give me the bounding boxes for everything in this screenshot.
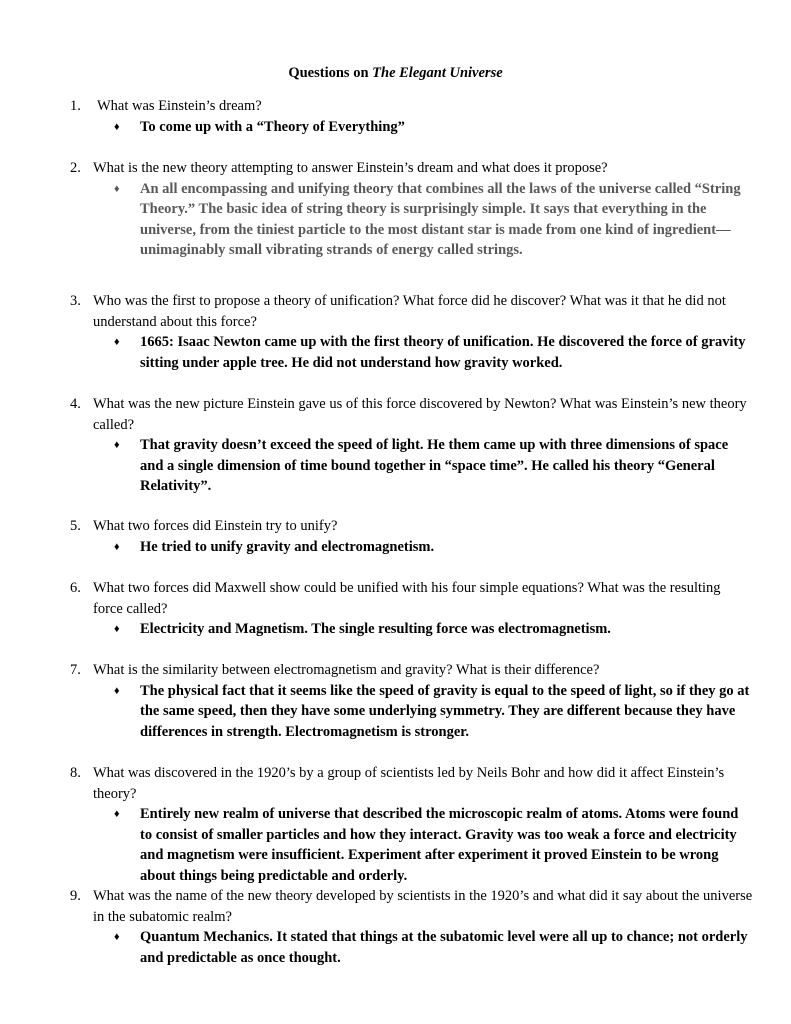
question-number: 2. bbox=[70, 160, 81, 176]
question-number: 5. bbox=[70, 518, 81, 534]
answer-text: He tried to unify gravity and electromagnetism. bbox=[140, 538, 435, 555]
question-item bbox=[0, 516, 791, 557]
diamond-bullet-icon: ♦ bbox=[114, 439, 120, 451]
question-text: What is the new theory attempting to answer Einstein’s dream and what does it propose? bbox=[93, 160, 608, 176]
answer-text: Quantum Mechanics. It stated that things at the subatomic level were all up to chance; not orderly and predictable as once thought. bbox=[140, 929, 748, 966]
answer-text: Electricity and Magnetism. The single resulting force was electromagnetism. bbox=[140, 621, 611, 637]
diamond-bullet-icon: ♦ bbox=[114, 540, 120, 553]
answer-text: An all encompassing and unifying theory that combines all the laws of the universe called “String Theory.” The basic idea of string theory is surprisingly simple. It says that everything in the universe, from the tiniest particle to the most distant star is made from one kind of ingredient—unimaginably small vibrating strands of energy called strings. bbox=[140, 180, 741, 258]
question-number: 1. bbox=[70, 98, 81, 114]
title-book: The Elegant Universe bbox=[372, 65, 503, 81]
question-text: What was discovered in the 1920’s by a group of scientists led by Neils Bohr and how did it affect Einstein’s theory? bbox=[93, 765, 725, 802]
question-number: 8. bbox=[70, 765, 81, 781]
answer-text: To come up with a “Theory of Everything” bbox=[140, 118, 405, 135]
diamond-bullet-icon: ♦ bbox=[114, 808, 120, 820]
question-number: 7. bbox=[70, 662, 81, 678]
diamond-bullet-icon: ♦ bbox=[114, 120, 120, 133]
answer-text: That gravity doesn’t exceed the speed of light. He them came up with three dimensions of space and a single dimension of time bound together in “space time”. He called his theory “General Relativity”. bbox=[140, 437, 729, 494]
answer-text: 1665: Isaac Newton came up with the first theory of unification. He discovered the force of gravity sitting under apple tree. He did not understand how gravity worked. bbox=[140, 334, 746, 371]
question-text: What was the name of the new theory developed by scientists in the 1920’s and what did it say about the universe in the subatomic realm? bbox=[93, 888, 753, 925]
title-prefix: Questions on bbox=[288, 65, 373, 81]
diamond-bullet-icon: ♦ bbox=[114, 684, 120, 697]
question-number: 3. bbox=[70, 293, 81, 309]
question-text: What is the similarity between electromagnetism and gravity? What is their difference? bbox=[93, 662, 600, 678]
question-item bbox=[0, 158, 791, 261]
question-text: Who was the first to propose a theory of unification? What force did he discover? What was it that he did not understand about this force? bbox=[93, 293, 726, 330]
question-text: What was Einstein’s dream? bbox=[97, 98, 262, 114]
question-number: 4. bbox=[70, 396, 81, 412]
answer-text: Entirely new realm of universe that described the microscopic realm of atoms. Atoms were found to consist of smaller particles and how they interact. Gravity was too weak a force and electricity and magnetism were insufficient. Experiment after experiment it proved Einstein to be wrong about things being predictable and orderly. bbox=[140, 806, 739, 884]
diamond-bullet-icon: ♦ bbox=[114, 336, 120, 348]
question-number: 6. bbox=[70, 580, 81, 596]
question-item bbox=[0, 578, 791, 640]
question-item bbox=[0, 763, 791, 886]
question-text: What two forces did Einstein try to unify? bbox=[93, 518, 338, 534]
question-item bbox=[0, 394, 791, 497]
diamond-bullet-icon: ♦ bbox=[114, 931, 120, 943]
answer-text: The physical fact that it seems like the speed of gravity is equal to the speed of light, so if they go at the same speed, then they have some underlying symmetry. They are different because they have differences in strength. Electromagnetism is stronger. bbox=[140, 682, 750, 740]
question-item bbox=[0, 886, 791, 968]
question-item bbox=[0, 96, 791, 137]
question-text: What was the new picture Einstein gave us of this force discovered by Newton? What was Einstein’s new theory called? bbox=[93, 396, 747, 433]
diamond-bullet-icon: ♦ bbox=[114, 623, 120, 635]
diamond-bullet-icon: ♦ bbox=[114, 182, 120, 195]
question-text: What two forces did Maxwell show could be unified with his four simple equations? What was the resulting force called? bbox=[93, 580, 721, 617]
page-title bbox=[0, 63, 791, 83]
question-number: 9. bbox=[70, 888, 81, 904]
question-item bbox=[0, 660, 791, 742]
question-item bbox=[0, 291, 791, 373]
